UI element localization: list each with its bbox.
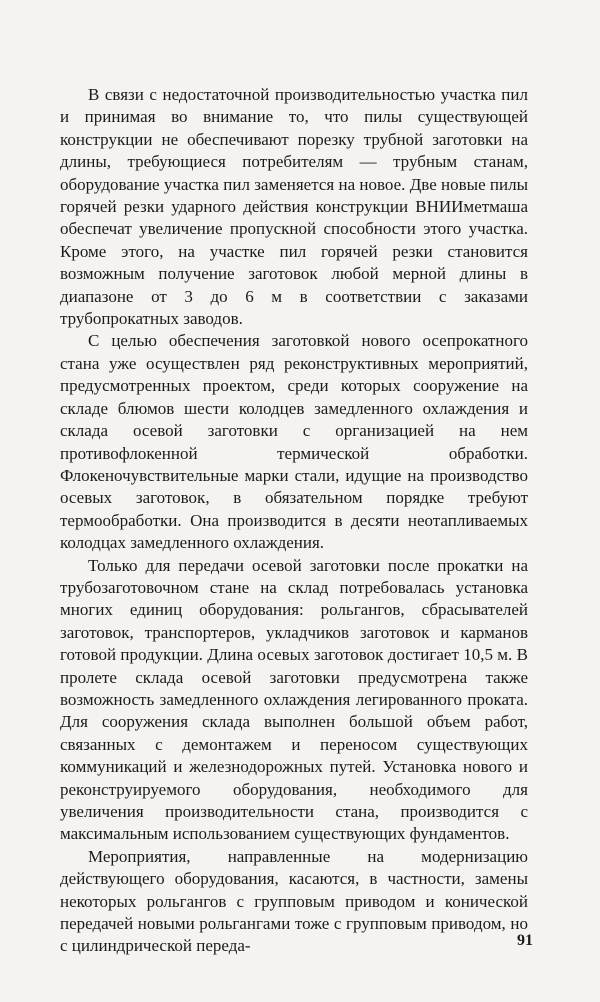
- paragraph-1: В связи с недостаточной производительностью участка пил и принимая во внимание то, что пилы существующей конструкции не обеспечивают порезку трубной заготовки на длины, требующиеся потребителям — трубным станам, оборудование участка пил заменяется на новое. Две новые пилы горячей резки ударного действия конструкции ВНИИметмаша обеспечат увеличение пропускной способности этого участка. Кроме этого, на участке пил горячей резки становится возможным получение заготовок любой мерной длины в диапазоне от 3 до 6 м в соответствии с заказами трубопрокатных заводов.: [60, 85, 528, 329]
- page-number: 91: [517, 932, 533, 949]
- page-body: [60, 84, 528, 958]
- paragraph-4: Мероприятия, направленные на модернизацию действующего оборудования, касаются, в частности, замены некоторых рольгангов с групповым приводом и конической передачей новыми рольгангами тоже с групповым приводом, но с цилиндрической переда-: [60, 846, 528, 956]
- paragraph-3: Только для передачи осевой заготовки после прокатки на трубозаготовочном стане на склад потребовалась установка многих единиц оборудования: рольгангов, сбрасывателей заготовок, транспортеров, укладчиков заготовок и карманов готовой продукции. Длина осевых заготовок достигает 10,5 м. В пролете склада осевой заготовки предусмотрена также возможность замедленного охлаждения легированного проката. Для сооружения склада выполнен большой объем работ, связанных с демонтажем и переносом существующих коммуникаций и железнодорожных путей. Установка нового и реконструируемого оборудования, необходимого для увеличения производительности стана, производится с максимальным использованием существующих фундаментов.: [60, 555, 528, 844]
- paragraph-2: С целью обеспечения заготовкой нового осепрокатного стана уже осуществлен ряд реконструктивных мероприятий, предусмотренных проектом, среди которых сооружение на складе блюмов шести колодцев замедленного охлаждения и склада осевой заготовки с организацией на нем противофлокенной термической обработки. Флокеночувствительные марки стали, идущие на производство осевых заготовок, в обязательном порядке требуют термообработки. Она производится в десяти неотапливаемых колодцах замедленного охлаждения.: [60, 331, 528, 553]
